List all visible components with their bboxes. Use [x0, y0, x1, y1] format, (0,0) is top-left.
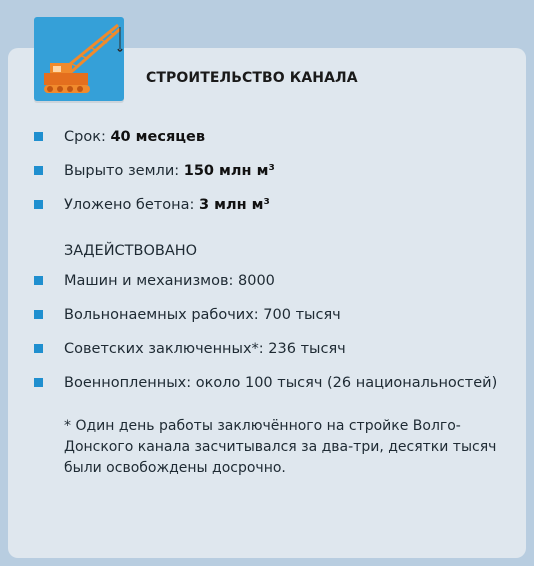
bullet-icon — [34, 200, 43, 209]
involved-heading: ЗАДЕЙСТВОВАНО — [64, 243, 198, 259]
bullet-icon — [34, 310, 43, 319]
bullet-icon — [34, 378, 43, 387]
bullet-icon — [34, 166, 43, 175]
stat-value: 3 млн м³ — [198, 197, 270, 213]
page-title: СТРОИТЕЛЬСТВО КАНАЛА — [146, 70, 358, 86]
bullet-icon — [34, 276, 43, 285]
crane-icon — [34, 17, 124, 101]
bullet-icon — [34, 344, 43, 353]
stat-value: 40 месяцев — [110, 129, 206, 145]
footnote: * Один день работы заключённого на стройке Волго-Донского канала засчитывался за два-три, десятки тысяч были освобождены досрочно. — [64, 418, 497, 476]
bullet-icon — [34, 132, 43, 141]
stat-value: 150 млн м³ — [183, 163, 275, 179]
info-card — [8, 48, 526, 558]
